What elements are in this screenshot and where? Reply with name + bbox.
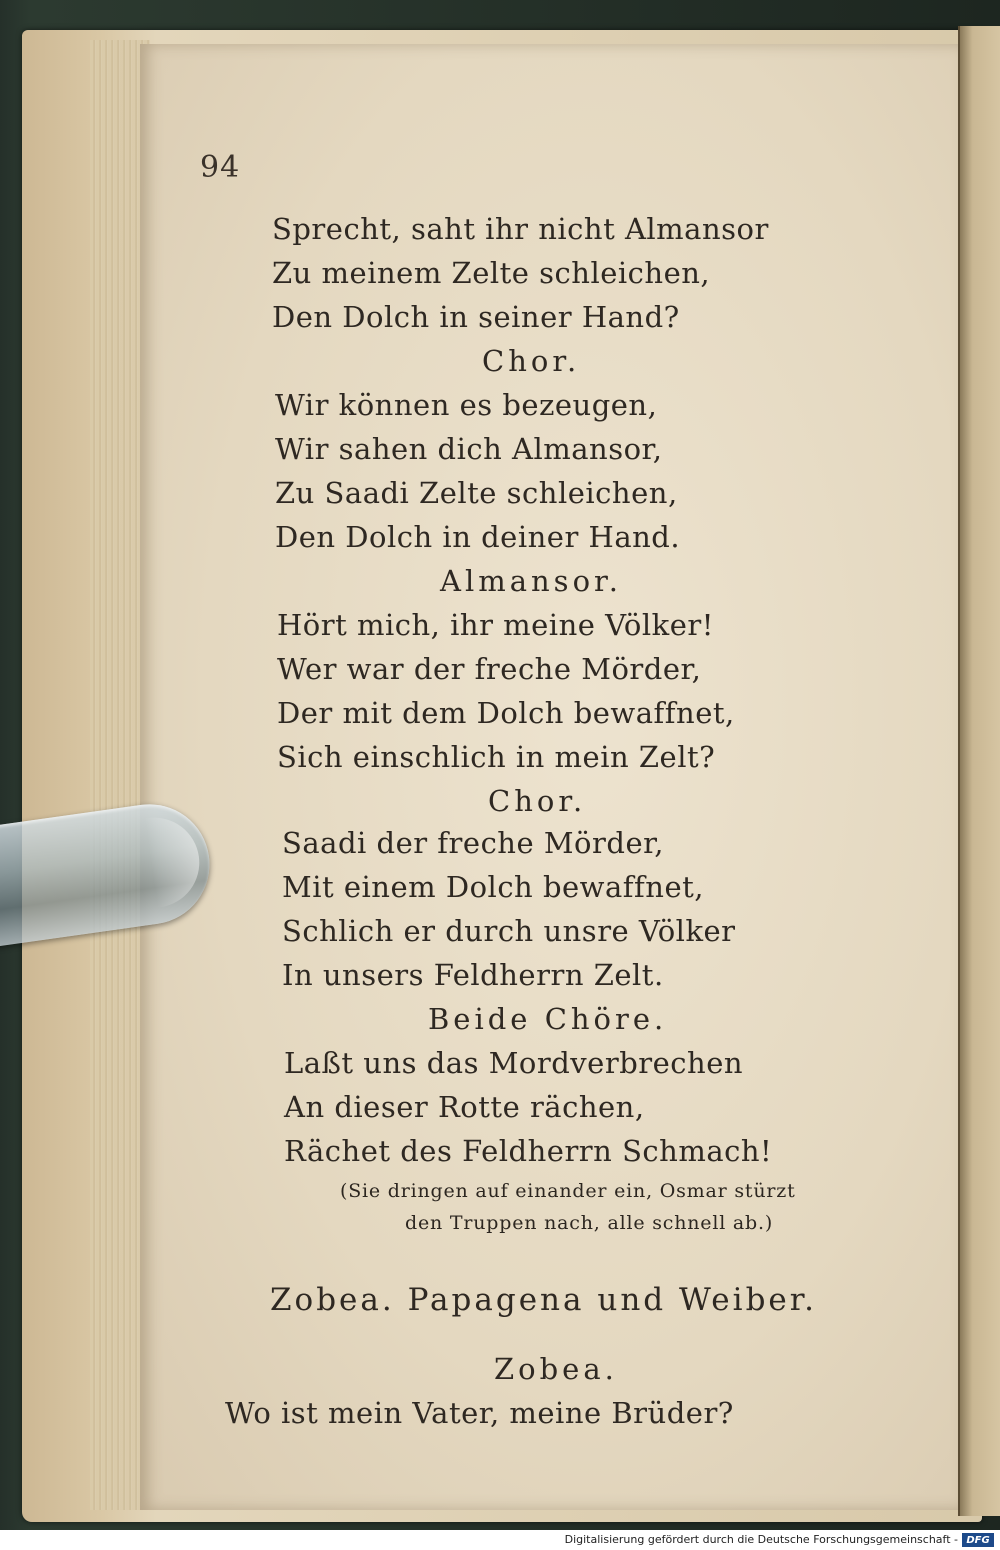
verse-line: Den Dolch in deiner Hand. bbox=[275, 520, 681, 554]
facing-page-edge bbox=[958, 26, 1000, 1516]
verse-line: Wer war der freche Mörder, bbox=[277, 652, 702, 686]
speaker-label: Beide Chöre. bbox=[428, 1002, 668, 1036]
speaker-label: Chor. bbox=[482, 344, 581, 378]
verse-line: Mit einem Dolch bewaffnet, bbox=[282, 870, 704, 904]
verse-line: Wo ist mein Vater, meine Brüder? bbox=[225, 1396, 734, 1430]
verse-line: Der mit dem Dolch bewaffnet, bbox=[277, 696, 735, 730]
verse-line: Wir sahen dich Almansor, bbox=[275, 432, 663, 466]
stage-direction: (Sie dringen auf einander ein, Osmar stürzt bbox=[340, 1180, 796, 1202]
verse-line: Sich einschlich in mein Zelt? bbox=[277, 740, 716, 774]
stage-direction: den Truppen nach, alle schnell ab.) bbox=[405, 1212, 774, 1234]
verse-line: Hört mich, ihr meine Völker! bbox=[277, 608, 714, 642]
speaker-label: Chor. bbox=[488, 784, 587, 818]
scene-heading: Zobea. Papagena und Weiber. bbox=[270, 1282, 818, 1318]
verse-line: Schlich er durch unsre Völker bbox=[282, 914, 736, 948]
dfg-logo-icon: DFG bbox=[962, 1533, 994, 1547]
page-number: 94 bbox=[200, 150, 241, 185]
verse-line: Laßt uns das Mordverbrechen bbox=[284, 1046, 744, 1080]
verse-line: Zu Saadi Zelte schleichen, bbox=[275, 476, 678, 510]
verse-line: Wir können es bezeugen, bbox=[275, 388, 658, 422]
verse-line: Saadi der freche Mörder, bbox=[282, 826, 665, 860]
verse-line: Zu meinem Zelte schleichen, bbox=[272, 256, 711, 290]
verse-line: In unsers Feldherrn Zelt. bbox=[282, 958, 664, 992]
verse-line: An dieser Rotte rächen, bbox=[284, 1090, 645, 1124]
verse-line: Rächet des Feldherrn Schmach! bbox=[284, 1134, 773, 1168]
verse-line: Sprecht, saht ihr nicht Almansor bbox=[272, 212, 769, 246]
footer-credit: Digitalisierung gefördert durch die Deutsche Forschungsgemeinschaft - bbox=[564, 1533, 958, 1546]
speaker-label: Zobea. bbox=[494, 1352, 618, 1386]
speaker-label: Almansor. bbox=[440, 564, 622, 598]
verse-line: Den Dolch in seiner Hand? bbox=[272, 300, 680, 334]
